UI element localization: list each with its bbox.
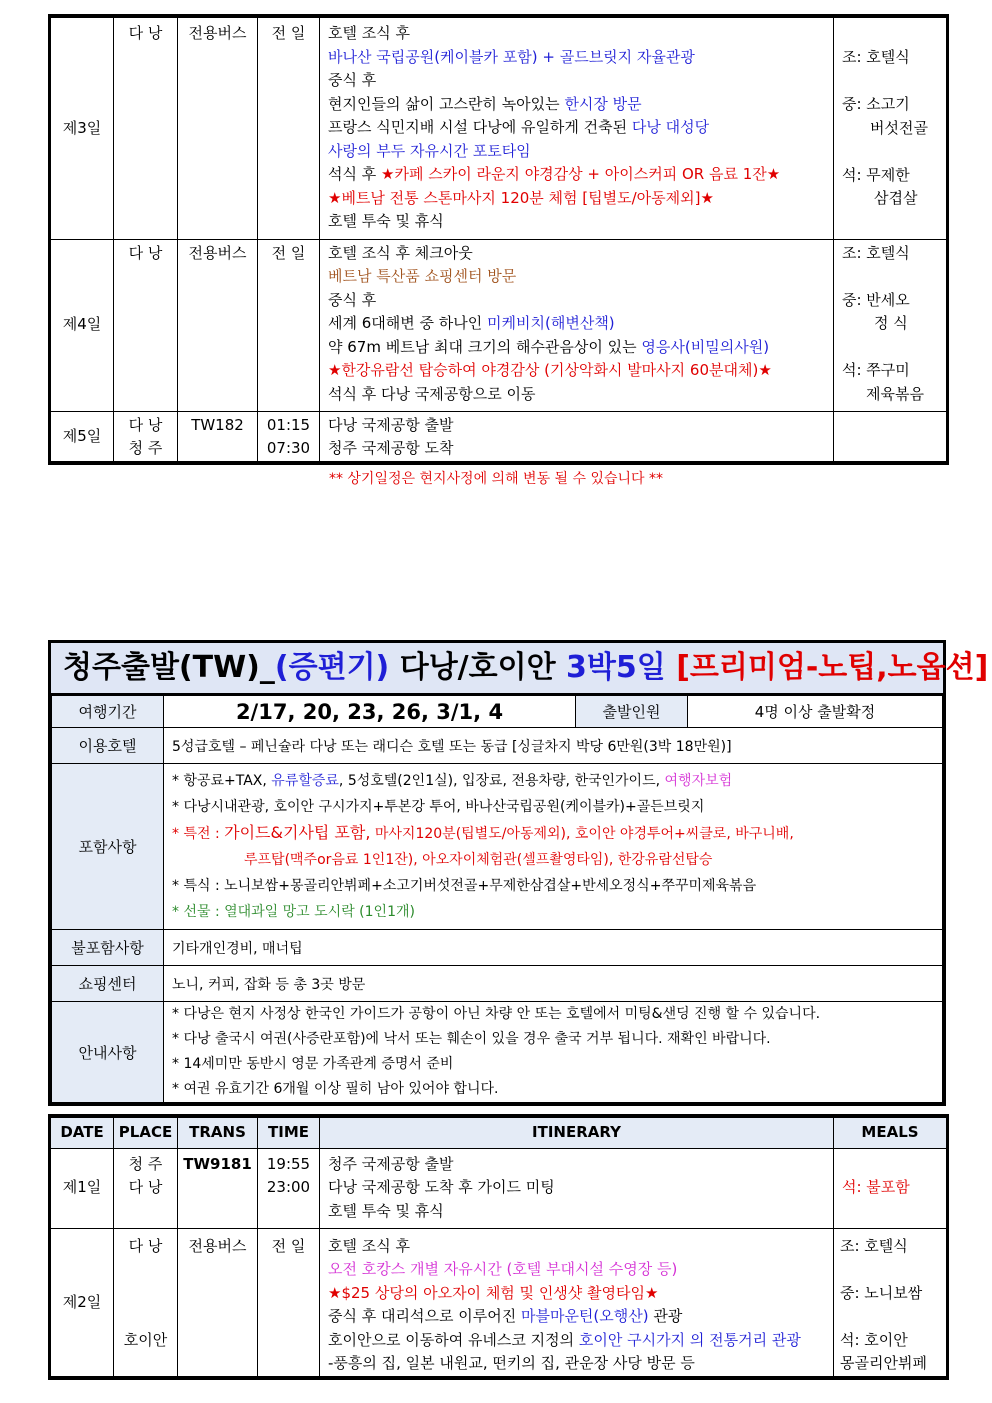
itinerary-line: 청주 국제공항 도착 [328,439,454,457]
guide-label: 안내사항 [52,1002,164,1103]
include-highlight: 가이드&기사팁 포함, [224,823,371,842]
place-arrive: 청 주 [128,439,163,457]
meal-dinner: 석: 쭈구미 [842,361,910,379]
day-label: 제5일 [50,411,114,463]
line-text: 프랑스 식민지배 시설 다낭에 유일하게 건축된 [328,118,632,136]
time-cell [258,411,320,463]
meal-dinner-detail: 삼겹살 [874,189,918,207]
itinerary-cell [320,1148,834,1228]
people-label: 출발인원 [576,696,688,728]
guide-line: * 다낭 출국시 여권(사증란포함)에 낙서 또는 훼손이 있을 경우 출국 거부 됩니다. 재확인 바랍니다. [172,1031,771,1047]
highlight-text: 한시장 방문 [564,94,642,113]
place-arrive: 다 낭 [128,1178,163,1196]
place-spacer [114,1258,177,1305]
itinerary-line: 중식 후 [328,290,377,309]
include-text: , 5성호텔(2인1실), 입장료, 전용차량, 한국인가이드, [338,773,665,789]
include-line: * 특식 : 노니보쌈+몽골리안뷔페+소고기버섯전골+무제한삼겹살+반세오정식+쭈꾸미제육볶음 [172,878,757,894]
time-arrive: 07:30 [266,439,311,457]
product-info-box [48,640,989,1106]
header-itinerary: ITINERARY [320,1116,834,1148]
time-cell: 전 일 [258,239,320,411]
guide-list [164,1002,943,1103]
place-secondary: 호이안 [123,1330,168,1349]
meal-dinner: 석: 호이안 [840,1330,908,1349]
itinerary-line: ★베트남 전통 스톤마사지 120분 체험 [팁별도/아동제외]★ [328,188,714,207]
highlight-text: 다낭 대성당 [631,118,710,136]
include-line [172,820,934,847]
meals-cell [834,411,948,463]
header-trans: TRANS [178,1116,258,1148]
itinerary-line [328,1329,833,1353]
exclude-value: 기타개인경비, 매너팁 [164,930,943,966]
itinerary-line: 사랑의 부두 자유시간 포토타임 [328,141,531,160]
flight-number: TW182 [178,411,258,463]
meals-cell [834,16,948,239]
day-label: 제2일 [50,1228,114,1378]
itinerary-line [328,163,833,187]
hotel-label: 이용호텔 [52,728,164,764]
include-highlight: 여행자보험 [664,773,733,789]
itinerary-line: 다낭 국제공항 출발 [328,415,454,434]
itinerary-line: 청주 국제공항 출발 [328,1154,454,1173]
shopping-label: 쇼핑센터 [52,966,164,1002]
trans-cell: 전용버스 [178,16,258,239]
meal-breakfast: 조: 호텔식 [840,1236,908,1255]
itinerary-line: 호텔 조식 후 체크아웃 [328,243,473,262]
place-cell [114,1148,178,1228]
place-depart: 청 주 [128,1154,163,1173]
meal-dinner-detail: 몽골리안뷔페 [840,1354,927,1372]
header-date: DATE [50,1116,114,1148]
meal-lunch: 중: 소고기 [842,95,910,113]
place-primary: 다 낭 [128,1236,163,1255]
time-cell: 전 일 [258,16,320,239]
itinerary-line: 호텔 투숙 및 휴식 [328,1201,444,1220]
include-line: * 선물 : 열대과일 망고 도시락 (1인1개) [172,904,415,920]
include-line: * 다낭시내관광, 호이안 구시가지+투본강 투어, 바나산국립공원(케이블카)+골든브릿지 [172,799,705,815]
day-label: 제4일 [50,239,114,411]
title-duration: 3박5일 [566,650,666,685]
title-destination: 다낭/호이안 [389,650,567,685]
place-depart: 다 낭 [128,415,163,434]
meal-spacer [842,265,946,289]
meal-breakfast: 조: 호텔식 [842,243,910,262]
time-cell: 전 일 [258,1228,320,1378]
meal-lunch: 중: 반세오 [842,290,910,309]
include-text: * 항공료+TAX, [172,773,272,789]
place-cell: 다 낭 [114,239,178,411]
meals-cell [834,239,948,411]
meal-spacer [842,140,946,164]
include-text: * 특전 : [172,826,225,842]
itinerary-cell [320,1228,834,1378]
place-cell [114,411,178,463]
place-cell: 다 낭 [114,16,178,239]
time-cell [258,1148,320,1228]
itinerary-cell [320,411,834,463]
itinerary-table-bottom [48,1114,949,1380]
itinerary-line: 다낭 국제공항 도착 후 가이드 미팅 [328,1178,555,1196]
itinerary-line [328,336,833,360]
meal-dinner: 석: 불포함 [834,1148,948,1228]
itinerary-line: ★$25 상당의 아오자이 체험 및 인생샷 촬영타임★ [328,1283,659,1302]
time-arrive: 23:00 [266,1178,311,1196]
itinerary-line: 석식 후 다낭 국제공항으로 이동 [328,384,536,403]
include-list [164,764,943,930]
itinerary-line: 호텔 투숙 및 휴식 [328,212,444,230]
period-label: 여행기간 [52,696,164,728]
line-text: 약 67m 베트남 최대 크기의 해수관음상이 있는 [328,337,642,356]
itinerary-line: 오전 호캉스 개별 자유시간 (호텔 부대시설 수영장 등) [328,1260,678,1278]
itinerary-line [328,93,833,117]
itinerary-line: -풍흥의 집, 일본 내원교, 떤키의 집, 관운장 사당 방문 등 [328,1354,695,1372]
include-text: 마사지120분(팁별도/아동제외), 호이안 야경투어+씨클로, 바구니배, [370,826,794,842]
time-depart: 01:15 [266,415,311,434]
place-cell [114,1228,178,1378]
meal-lunch-detail: 버섯전골 [870,118,928,137]
itinerary-line: 중식 후 [328,71,377,89]
highlight-text: 미케비치(해변산책) [487,314,615,332]
itinerary-line: ★한강유람선 탑승하여 야경감상 (기상악화시 발마사지 60분대체)★ [328,361,772,379]
line-text: 중식 후 대리석으로 이루어진 [328,1307,521,1325]
itinerary-cell [320,239,834,411]
line-text: 관광 [648,1307,683,1325]
day-label: 제3일 [50,16,114,239]
highlight-text: ★카페 스카이 라운지 야경감상 + 아이스커피 OR 음료 1잔★ [381,165,781,183]
day-label: 제1일 [50,1148,114,1228]
meal-spacer [842,336,946,360]
itinerary-line: 베트남 특산품 쇼핑센터 방문 [328,267,517,285]
meal-dinner-detail: 제육볶음 [866,384,924,403]
line-text: 석식 후 [328,165,382,183]
meal-spacer [840,1258,946,1282]
guide-line: * 여권 유효기간 6개월 이상 필히 남아 있어야 합니다. [172,1081,499,1097]
itinerary-line [328,312,833,336]
itinerary-line [328,116,833,140]
highlight-text: 영응사(비밀의사원) [641,337,770,356]
shopping-value: 노니, 커피, 잡화 등 총 3곳 방문 [164,966,943,1002]
meal-spacer [842,70,946,94]
product-info-table [51,695,943,1103]
people-value: 4명 이상 출발확정 [688,696,943,728]
title-departure: 청주출발(TW)_ [63,650,275,685]
include-highlight: 유류할증료 [271,773,339,789]
highlight-text: 마블마운틴(오행산) [520,1307,649,1325]
hotel-value: 5성급호텔 – 페닌슐라 다낭 또는 래디슨 호텔 또는 동급 [싱글차지 박당 6만원(3박 18만원)] [164,728,943,764]
period-value: 2/17, 20, 23, 26, 3/1, 4 [164,696,576,728]
itinerary-line: 호텔 조식 후 [328,1236,410,1255]
guide-line: * 14세미만 동반시 영문 가족관계 증명서 준비 [172,1056,454,1072]
itinerary-line [328,1305,833,1329]
line-text: 세계 6대해변 중 하나인 [328,314,488,332]
trans-cell: 전용버스 [178,239,258,411]
highlight-text: 호이안 구시가지 의 전통거리 관광 [578,1330,801,1349]
itinerary-table-top [48,14,949,465]
trans-cell: 전용버스 [178,1228,258,1378]
meal-breakfast: 조: 호텔식 [842,48,910,66]
schedule-notice: ** 상기일정은 현지사정에 의해 변동 될 수 있습니다 ** [328,471,664,487]
header-place: PLACE [114,1116,178,1148]
time-depart: 19:55 [266,1154,311,1173]
place-spacer [114,1305,177,1329]
meal-lunch: 중: 노니보쌈 [840,1283,923,1302]
meal-spacer [840,1305,946,1329]
title-extra-flight: (증편기) [274,650,390,685]
meals-cell [834,1228,948,1378]
guide-line: * 다낭은 현지 사정상 한국인 가이드가 공항이 아닌 차량 안 또는 호텔에서 미팅&샌딩 진행 할 수 있습니다. [172,1006,821,1022]
line-text: 호이안으로 이동하여 유네스코 지정의 [328,1330,579,1349]
header-meals: MEALS [834,1116,948,1148]
itinerary-line: 호텔 조식 후 [328,24,410,42]
flight-number: TW9181 [178,1148,258,1228]
itinerary-cell [320,16,834,239]
title-grade: [프리미엄-노팁,노옵션] [665,650,989,685]
meal-dinner: 석: 무제한 [842,165,910,184]
line-text: 현지인들의 삶이 고스란히 녹아있는 [328,94,565,113]
header-time: TIME [258,1116,320,1148]
include-line: 루프탑(맥주or음료 1인1잔), 아오자이체험관(셀프촬영타임), 한강유람선탑승 [244,852,713,868]
product-title [51,643,989,695]
itinerary-line: 바나산 국립공원(케이블카 포함) + 골드브릿지 자율관광 [328,47,695,66]
include-line [172,768,934,794]
exclude-label: 불포함사항 [52,930,164,966]
include-label: 포함사항 [52,764,164,930]
meal-lunch-detail: 정 식 [874,314,908,332]
